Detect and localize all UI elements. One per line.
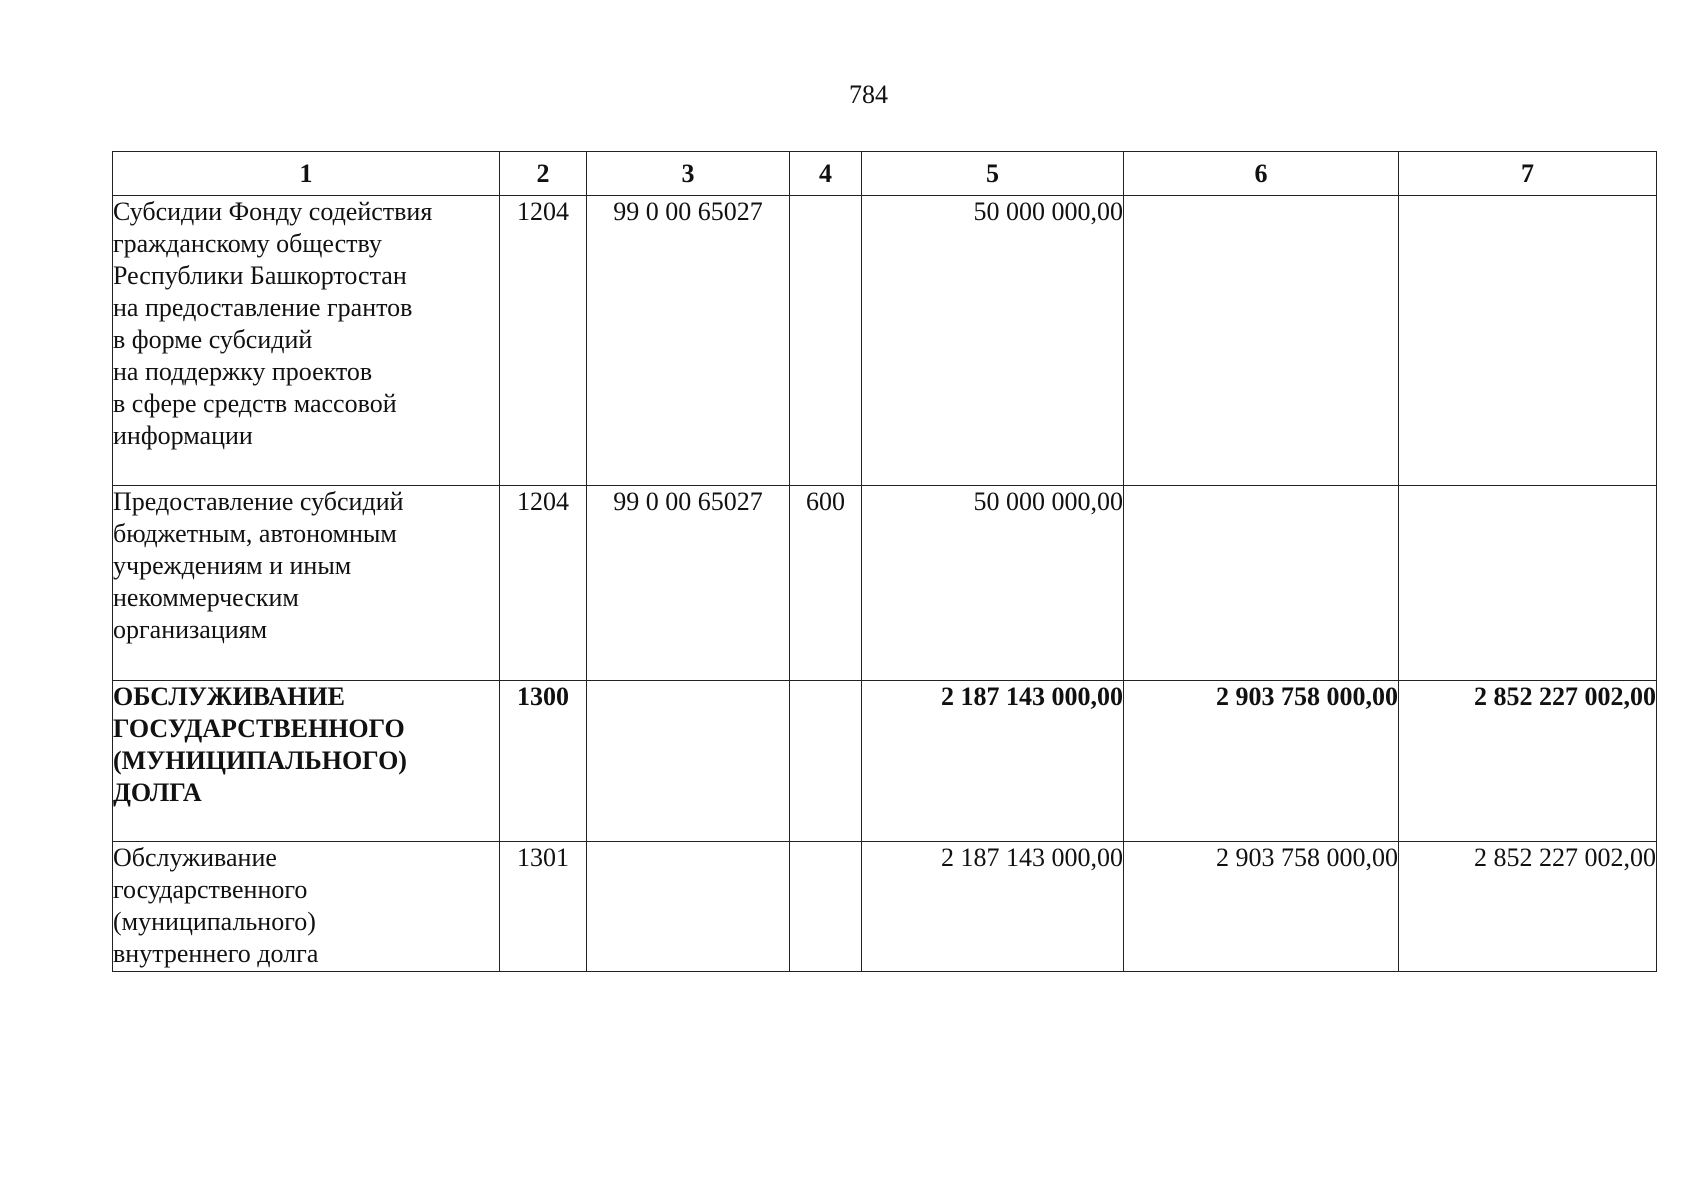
amount-6-cell xyxy=(1124,486,1399,681)
row-name-line: ДОЛГА xyxy=(113,778,202,807)
amount-5-cell: 2 187 143 000,00 xyxy=(862,681,1124,842)
table-row xyxy=(113,196,1657,486)
row-name-line: (муниципального) xyxy=(113,907,316,936)
row-name-line: ГОСУДАРСТВЕННОГО xyxy=(113,714,405,743)
column-header-2: 2 xyxy=(500,152,587,196)
row-name-cell xyxy=(113,196,500,486)
amount-7-cell: 2 852 227 002,00 xyxy=(1399,681,1657,842)
row-name-line: Республики Башкортостан xyxy=(113,261,407,290)
row-name-cell xyxy=(113,486,500,681)
row-name-line: информации xyxy=(113,421,253,450)
column-header-5: 5 xyxy=(862,152,1124,196)
section-code-cell: 1204 xyxy=(500,486,587,681)
amount-7-cell: 2 852 227 002,00 xyxy=(1399,842,1657,972)
row-name-line: учреждениям и иным xyxy=(113,551,352,580)
row-name-line: Субсидии Фонду содействия xyxy=(113,197,433,226)
row-name-line: в сфере средств массовой xyxy=(113,389,397,418)
expense-type-cell xyxy=(790,681,862,842)
row-name-line: внутреннего долга xyxy=(113,939,319,968)
section-code-cell: 1204 xyxy=(500,196,587,486)
row-name-line: на предоставление грантов xyxy=(113,293,413,322)
row-name-line: организациям xyxy=(113,615,268,644)
row-name-line: (МУНИЦИПАЛЬНОГО) xyxy=(113,746,407,775)
column-header-3: 3 xyxy=(587,152,790,196)
amount-5-cell: 50 000 000,00 xyxy=(862,196,1124,486)
section-code-cell: 1300 xyxy=(500,681,587,842)
budget-table xyxy=(112,151,1657,972)
column-header-6: 6 xyxy=(1124,152,1399,196)
row-name-cell xyxy=(113,681,500,842)
amount-5-cell: 2 187 143 000,00 xyxy=(862,842,1124,972)
table-row xyxy=(113,842,1657,972)
amount-5-cell: 50 000 000,00 xyxy=(862,486,1124,681)
table-row xyxy=(113,486,1657,681)
column-header-1: 1 xyxy=(113,152,500,196)
row-name-line: ОБСЛУЖИВАНИЕ xyxy=(113,682,346,711)
column-header-4: 4 xyxy=(790,152,862,196)
row-name-line: гражданскому обществу xyxy=(113,229,382,258)
target-code-cell: 99 0 00 65027 xyxy=(587,196,790,486)
amount-7-cell xyxy=(1399,196,1657,486)
table-row-section-total xyxy=(113,681,1657,842)
target-code-cell: 99 0 00 65027 xyxy=(587,486,790,681)
expense-type-cell xyxy=(790,842,862,972)
row-name-line: в форме субсидий xyxy=(113,325,313,354)
row-name-line: некоммерческим xyxy=(113,583,299,612)
row-name-line: Предоставление субсидий xyxy=(113,487,404,516)
row-name-line: бюджетным, автономным xyxy=(113,519,397,548)
row-name-cell xyxy=(113,842,500,972)
row-name-line: Обслуживание xyxy=(113,843,277,872)
amount-6-cell: 2 903 758 000,00 xyxy=(1124,681,1399,842)
page-number: 784 xyxy=(849,80,888,109)
amount-6-cell xyxy=(1124,196,1399,486)
expense-type-cell: 600 xyxy=(790,486,862,681)
target-code-cell xyxy=(587,681,790,842)
expense-type-cell xyxy=(790,196,862,486)
target-code-cell xyxy=(587,842,790,972)
section-code-cell: 1301 xyxy=(500,842,587,972)
amount-7-cell xyxy=(1399,486,1657,681)
amount-6-cell: 2 903 758 000,00 xyxy=(1124,842,1399,972)
row-name-line: государственного xyxy=(113,875,308,904)
column-header-7: 7 xyxy=(1399,152,1657,196)
row-name-line: на поддержку проектов xyxy=(113,357,373,386)
table-header-row xyxy=(113,152,1657,196)
